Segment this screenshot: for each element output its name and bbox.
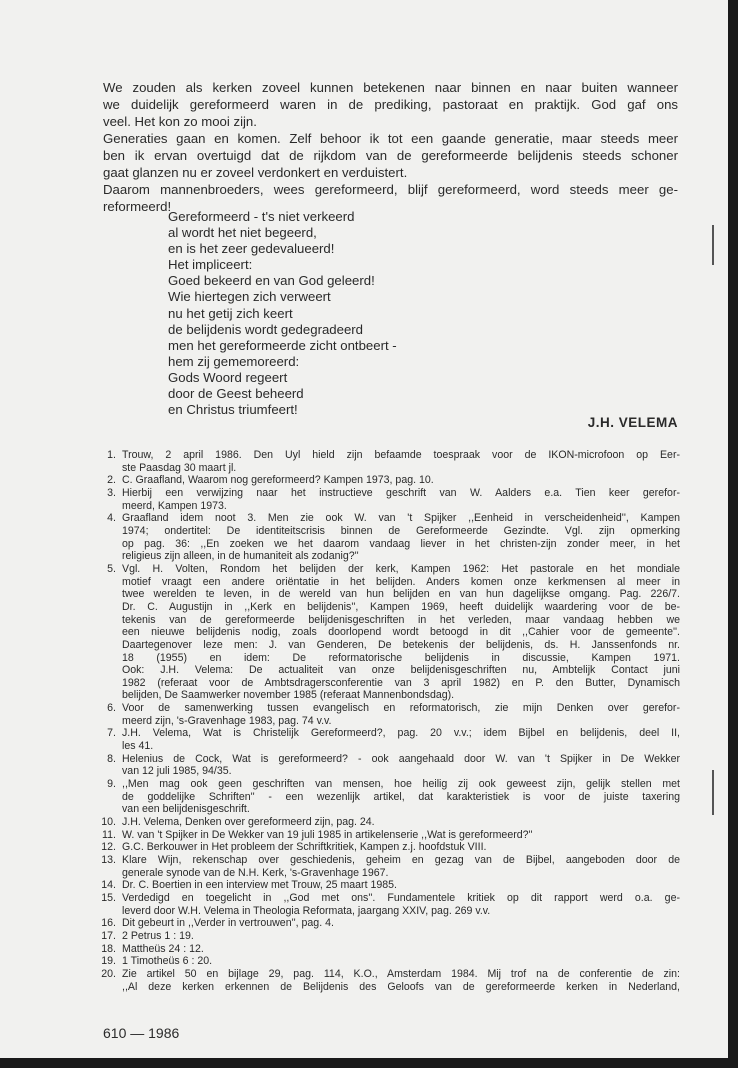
footnote [100, 512, 680, 563]
text-line: Hierbij een verwijzing naar het instructieve geschrift van W. Aalders e.a. Tien keer gerefor- [122, 486, 680, 499]
poem-line: Wie hiertegen zich verweert [168, 289, 331, 305]
footnote-text [122, 727, 680, 752]
footnote-number: 7. [107, 727, 116, 740]
text-line: Daartegenover leze men: J. van Genderen, De betekenis der belijdenis, ds. H. Janssenfonds nr. [122, 638, 680, 651]
poem-line: hem zij gememoreerd: [168, 353, 300, 369]
footnote-number: 10. [101, 816, 116, 829]
footnote-number: 16. [101, 917, 116, 930]
poem-line: en is het zeer gedevalueerd! [168, 241, 335, 257]
scan-mark [712, 225, 714, 265]
text-line: Dr. C. Boertien in een interview met Trouw, 25 maart 1985. [122, 879, 397, 892]
text-line: ste Paasdag 30 maart jl. [122, 461, 237, 474]
footnote-number: 1. [107, 449, 116, 461]
footnote-text [122, 930, 680, 943]
footnote-text [122, 753, 680, 778]
text-line: twee werelden te leven, in de wereld van hun belijden en van hun dagelijkse omgang. Pag. 226/7. [122, 588, 680, 601]
text-line: belijden, De Saamwerker november 1985 (referaat Mannenbondsdag). [122, 689, 455, 702]
paragraph [103, 79, 678, 130]
text-line: 18 (1955) en idem: De reformatorische belijdenis in discussie, Kampen 1971. [122, 651, 680, 664]
poem-line: men het gereformeerde zicht ontbeert - [168, 337, 397, 353]
text-line: J.H. Velema, Denken over gereformeerd zijn, pag. 24. [122, 816, 375, 829]
text-line: 1 Timotheüs 6 : 20. [122, 955, 213, 968]
poem-line: nu het getij zich keert [168, 305, 293, 321]
text-line: leverd door W.H. Velema in Theologia Reformata, jaargang XXIV, pag. 269 v.v. [122, 904, 491, 917]
poem-line: en Christus triumfeert! [168, 402, 298, 418]
text-line: ,,Men mag ook geen geschriften van mensen, hoe heilig zij ook geweest zijn, gelijk stellen met [122, 778, 680, 791]
text-line: Dr. C. Augustijn in ,,Kerk en belijdenis'', Kampen 1969, heeft duidelijk waardering voor de be- [122, 600, 680, 613]
text-line: van een belijdenisgeschrift. [122, 803, 250, 816]
footnote-text [122, 778, 680, 816]
text-line: 1982 (referaat voor de Ambtsdragersconferentie van 3 april 1982) en P. den Butter, Dynamisch [122, 676, 680, 689]
footnote [100, 702, 680, 727]
page-number: 610 — 1986 [103, 1025, 180, 1041]
text-line: We zouden als kerken zoveel kunnen betekenen naar binnen en naar buiten wanneer [103, 80, 678, 95]
poem-line: de belijdenis wordt gedegradeerd [168, 321, 364, 337]
text-line: op pag. 36: ,,En zoeken we het daarom vandaag liever in het christen-zijn zonder meer, in het [122, 537, 680, 550]
text-line: veel. Het kon zo mooi zijn. [103, 114, 257, 129]
footnote-number: 13. [101, 854, 116, 866]
footnote-text [122, 563, 680, 702]
footnote [100, 955, 680, 968]
text-line: Helenius de Cock, Wat is gereformeerd? - ook aangehaald door W. van 't Spijker in De Wekker [122, 752, 680, 765]
poem-line: al wordt het niet begeerd, [168, 225, 317, 241]
footnote-number: 18. [101, 942, 116, 955]
footnote [100, 854, 680, 879]
footnote [100, 816, 680, 829]
footnote-text [122, 841, 680, 854]
footnote [100, 879, 680, 892]
poem-line: Gereformeerd - t's niet verkeerd [168, 209, 355, 224]
footnote-text [122, 702, 680, 727]
footnote-text [122, 487, 680, 512]
footnote-number: 17. [101, 929, 116, 942]
footnote-number: 6. [107, 702, 116, 715]
footnote [100, 487, 680, 512]
footnote [100, 753, 680, 778]
poem-line: door de Geest beheerd [168, 386, 304, 402]
footnote-text [122, 955, 680, 968]
text-line: Ook: J.H. Velema: De actualiteit van onze belijdenisgeschriften nu, Ambtelijk Contact juni [122, 664, 680, 677]
text-line: tekenis van de gereformeerde belijdenisgeschriften in het verleden, maar vandaag hebben we [122, 613, 680, 626]
footnote-text [122, 829, 680, 842]
footnote-number: 4. [107, 512, 116, 525]
text-line: reformeerd! [103, 199, 172, 214]
poem [168, 209, 397, 418]
text-line: 1974; ondertitel: De identiteitscrisis binnen de Gereformeerde Gezindte. Vgl. zijn opmerking [122, 524, 680, 537]
footnote [100, 892, 680, 917]
body-text [103, 79, 678, 215]
footnote [100, 778, 680, 816]
text-line: Generaties gaan en komen. Zelf behoor ik tot een gaande generatie, maar steeds meer [103, 131, 678, 146]
poem-line: Goed bekeerd en van God geleerd! [168, 273, 375, 289]
footnote-number: 19. [101, 955, 116, 968]
text-line: meerd, Kampen 1973. [122, 499, 227, 512]
text-line: 2 Petrus 1 : 19. [122, 929, 194, 942]
footnote [100, 968, 680, 993]
footnote-text [122, 879, 680, 892]
author-signature: J.H. VELEMA [587, 415, 678, 430]
footnote-number: 15. [101, 891, 116, 904]
text-line: Mattheüs 24 : 12. [122, 942, 204, 955]
footnote-text [122, 449, 680, 474]
footnote [100, 727, 680, 752]
text-line: Zie artikel 50 en bijlage 29, pag. 114, K.O., Amsterdam 1984. Mij trof na de conferentie de zin: [122, 967, 680, 980]
text-line: J.H. Velema, Wat is Christelijk Gereformeerd?, pag. 20 v.v.; idem Bijbel en belijdenis, deel II, [122, 727, 680, 740]
text-line: les 41. [122, 740, 154, 753]
text-line: motief vraagt een andere oriëntatie in het belijden. Anders komen onze kerkmensen al meer in [122, 575, 680, 588]
footnote-number: 8. [107, 752, 116, 765]
footnote [100, 930, 680, 943]
footnote-text [122, 816, 680, 829]
text-line: van 12 juli 1985, 94/35. [122, 765, 232, 778]
footnotes [100, 449, 680, 993]
footnote-number: 12. [101, 841, 116, 854]
footnote-number: 5. [107, 562, 116, 575]
footnote-number: 2. [107, 474, 116, 487]
footnote-number: 9. [107, 778, 116, 791]
footnote-text [122, 854, 680, 879]
text-line: G.C. Berkouwer in Het probleem der Schriftkritiek, Kampen z.j. hoofdstuk VIII. [122, 841, 487, 854]
text-line: religieus zijn alleen, in de humaniteit als zodanig?'' [122, 550, 359, 563]
footnote-text [122, 917, 680, 930]
poem-line: Gods Woord regeert [168, 369, 288, 385]
text-line: Verdedigd en toegelicht in ,,God met ons''. Fundamentele kritiek op dit rapport werd o.a. ge- [122, 891, 680, 904]
footnote [100, 943, 680, 956]
footnote-text [122, 892, 680, 917]
footnote-text [122, 968, 680, 993]
text-line: C. Graafland, Waarom nog gereformeerd? Kampen 1973, pag. 10. [122, 474, 434, 487]
text-line: Klare Wijn, rekenschap over geschiedenis, geheim en gezag van de Bijbel, aangeboden door de [122, 854, 680, 866]
text-line: Daarom mannenbroeders, wees gereformeerd, blijf gereformeerd, word steeds meer ge- [103, 182, 678, 197]
footnote [100, 829, 680, 842]
footnote [100, 841, 680, 854]
text-line: de goddelijke Schriften'' - een wezenlijk artikel, dat karakteristiek is voor de juiste taxering [122, 790, 680, 803]
text-line: W. van 't Spijker in De Wekker van 19 juli 1985 in artikelenserie ,,Wat is gereformeerd?'' [122, 828, 533, 841]
text-line: meerd zijn, 's-Gravenhage 1983, pag. 74 v.v. [122, 714, 332, 727]
footnote [100, 449, 680, 474]
text-line: ,,Al deze kerken erkennen de Belijdenis des Geloofs van de gereformeerde kerken in Nederland, [122, 980, 680, 993]
scan-mark [712, 770, 714, 815]
text-line: Vgl. H. Volten, Rondom het belijden der kerk, Kampen 1962: Het pastorale en het mondiale [122, 562, 680, 575]
text-line: generale synode van de N.H. Kerk, 's-Gravenhage 1967. [122, 866, 389, 879]
text-line: ben ik ervan overtuigd dat de rijkdom van de gereformeerde belijdenis steeds schoner [103, 148, 678, 163]
text-line: gaat glanzen nu er zoveel verdonkert en verduistert. [103, 165, 408, 180]
text-line: een nieuwe belijdenis nodig, zoals doorlopend wordt betoogd in dit ,,Cahier voor de gemeente''. [122, 626, 680, 639]
footnote [100, 917, 680, 930]
footnote [100, 474, 680, 487]
text-line: Trouw, 2 april 1986. Den Uyl hield zijn befaamde toespraak voor de IKON-microfoon op Eer- [122, 449, 680, 461]
footnote-text [122, 512, 680, 563]
footnote-number: 3. [107, 486, 116, 499]
paragraph [103, 130, 678, 181]
footnote-number: 20. [101, 967, 116, 980]
text-line: Graafland idem noot 3. Men zie ook W. van 't Spijker ,,Eenheid in verscheidenheid'', Kampen [122, 512, 680, 525]
footnote-text [122, 474, 680, 487]
footnote [100, 563, 680, 702]
poem-line: Het impliceert: [168, 257, 253, 273]
footnote-number: 14. [101, 879, 116, 892]
text-line: Dit gebeurt in ,,Verder in vertrouwen'', pag. 4. [122, 917, 334, 930]
text-line: Voor de samenwerking tussen evangelisch en reformatorisch, zie mijn Denken over gerefor- [122, 702, 680, 715]
footnote-number: 11. [102, 828, 116, 841]
text-line: we duidelijk gereformeerd waren in de prediking, pastoraat en praktijk. God gaf ons [103, 97, 678, 112]
footnote-text [122, 943, 680, 956]
